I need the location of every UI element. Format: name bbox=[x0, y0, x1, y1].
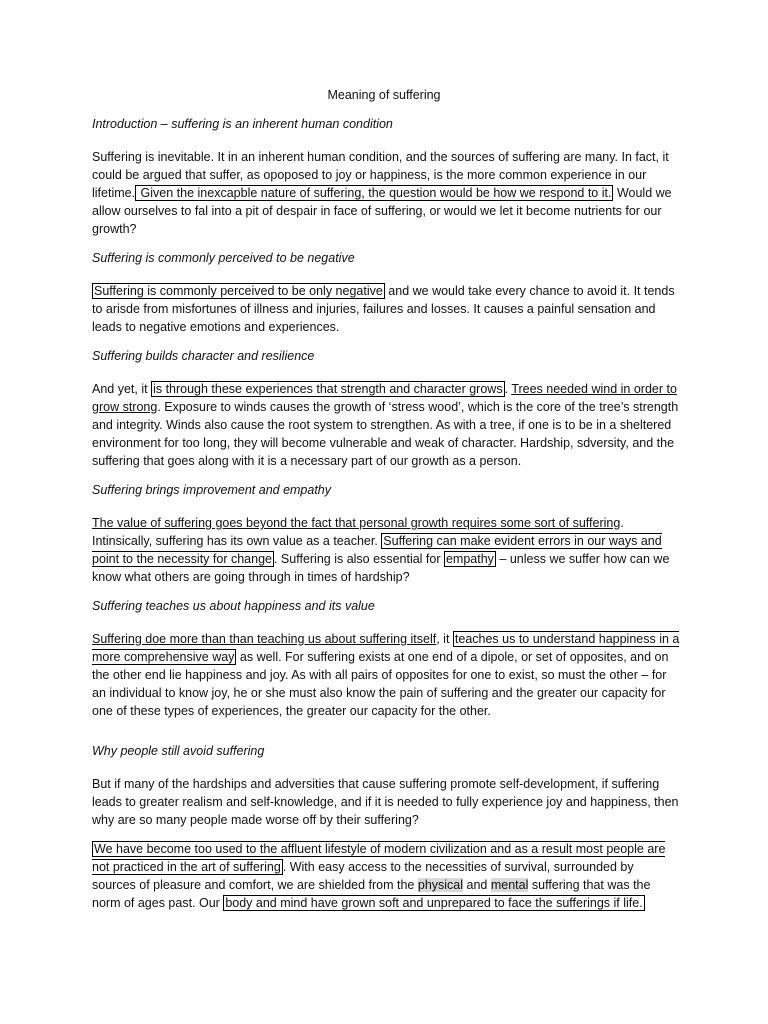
text-run: suffering that was the norm of ages past. Our bbox=[92, 878, 651, 910]
section-heading: Suffering brings improvement and empathy bbox=[92, 483, 332, 497]
boxed-phrase: empathy bbox=[445, 552, 494, 566]
section-heading: Suffering builds character and resilience bbox=[92, 349, 315, 363]
underlined-phrase: Trees needed wind in order to grow strong bbox=[92, 382, 677, 414]
boxed-phrase: body and mind have grown soft and unprepared to face the sufferings if life. bbox=[225, 896, 643, 910]
text-run: Would we allow ourselves to fal into a pit of despair in face of suffering, or would we let it become nutrients for our growth? bbox=[92, 186, 672, 236]
section-paragraph bbox=[92, 148, 680, 238]
text-run: , it bbox=[436, 632, 453, 646]
text-run: . Suffering is also essential for bbox=[273, 552, 444, 566]
boxed-phrase: teaches us to understand happiness in a more comprehensive way bbox=[92, 632, 680, 664]
text-run: as well. For suffering exists at one end of a dipole, or set of opposites, and on the other end lie happiness and joy. As with all pairs of opposites for one to exist, so must the other – for an individual to know joy, he or she must also know the pain of suffering and the greater our capacity for one of these types of experiences, the greater our capacity for the other. bbox=[92, 650, 669, 718]
highlighted-word: mental bbox=[490, 878, 529, 892]
section-paragraph bbox=[92, 840, 680, 912]
highlighted-word: physical bbox=[417, 878, 464, 892]
section-heading: Introduction – suffering is an inherent human condition bbox=[92, 117, 393, 131]
boxed-phrase: is through these experiences that strength and character grows bbox=[153, 382, 503, 396]
text-run: and we would take every chance to avoid it. It tends to arisde from misfortunes of illness and injuries, failures and losses. It causes a painful sensation and leads to negative emotions and experiences. bbox=[92, 284, 675, 334]
text-run: Suffering is inevitable. It in an inherent human condition, and the sources of suffering are many. In fact, it could be argued that suffer, as opoposed to joy or happiness, is the more common experience in our lifetime. bbox=[92, 150, 669, 200]
document-body bbox=[92, 115, 680, 923]
boxed-phrase: Given the inexcapble nature of suffering, the question would be how we respond to it. bbox=[137, 186, 612, 200]
section-heading: Suffering teaches us about happiness and its value bbox=[92, 599, 375, 613]
boxed-phrase: Suffering can make evident errors in our ways and point to the necessity for change bbox=[92, 534, 662, 566]
section-paragraph bbox=[92, 630, 680, 720]
text-run: But if many of the hardships and adversities that cause suffering promote self-development, if suffering leads to greater realism and self-knowledge, and if it is needed to fully experience joy and happiness, then why are so many people made worse off by their suffering? bbox=[92, 777, 679, 827]
boxed-phrase: Suffering is commonly perceived to be only negative bbox=[94, 284, 383, 298]
boxed-phrase: We have become too used to the affluent lifestyle of modern civilization and as a result most people are not practiced in the art of suffering bbox=[92, 842, 666, 874]
section-heading: Why people still avoid suffering bbox=[92, 744, 265, 758]
text-run: And yet, it bbox=[92, 382, 152, 396]
underlined-phrase: Suffering doe more than than teaching us about suffering itself bbox=[92, 632, 437, 646]
document-title: Meaning of suffering bbox=[327, 88, 441, 102]
section-paragraph bbox=[92, 514, 680, 586]
text-run: and bbox=[463, 878, 491, 892]
text-run: . bbox=[504, 382, 512, 396]
section-paragraph bbox=[92, 380, 680, 470]
text-run: . Intinsically, suffering has its own value as a teacher. bbox=[92, 516, 624, 548]
text-run: . With easy access to the necessities of survival, surrounded by sources of pleasure and comfort, we are shielded from the bbox=[92, 860, 634, 892]
section-heading: Suffering is commonly perceived to be negative bbox=[92, 251, 355, 265]
section-paragraph bbox=[92, 775, 680, 829]
section-paragraph bbox=[92, 282, 680, 336]
text-run: . Exposure to winds causes the growth of ‘stress wood’, which is the core of the tree’s strength and integrity. Winds also cause the root system to strengthen. As with a tree, if one is to be in a sheltered environment for too long, they will become vulnerable and weak of character. Hardship, sdversity, and the suffering that goes along with it is a necessary part of our growth as a person. bbox=[92, 400, 679, 468]
text-run: – unless we suffer how can we know what others are going through in times of hardship? bbox=[92, 552, 670, 584]
underlined-phrase: The value of suffering goes beyond the fact that personal growth requires some sort of suffering bbox=[92, 516, 621, 530]
